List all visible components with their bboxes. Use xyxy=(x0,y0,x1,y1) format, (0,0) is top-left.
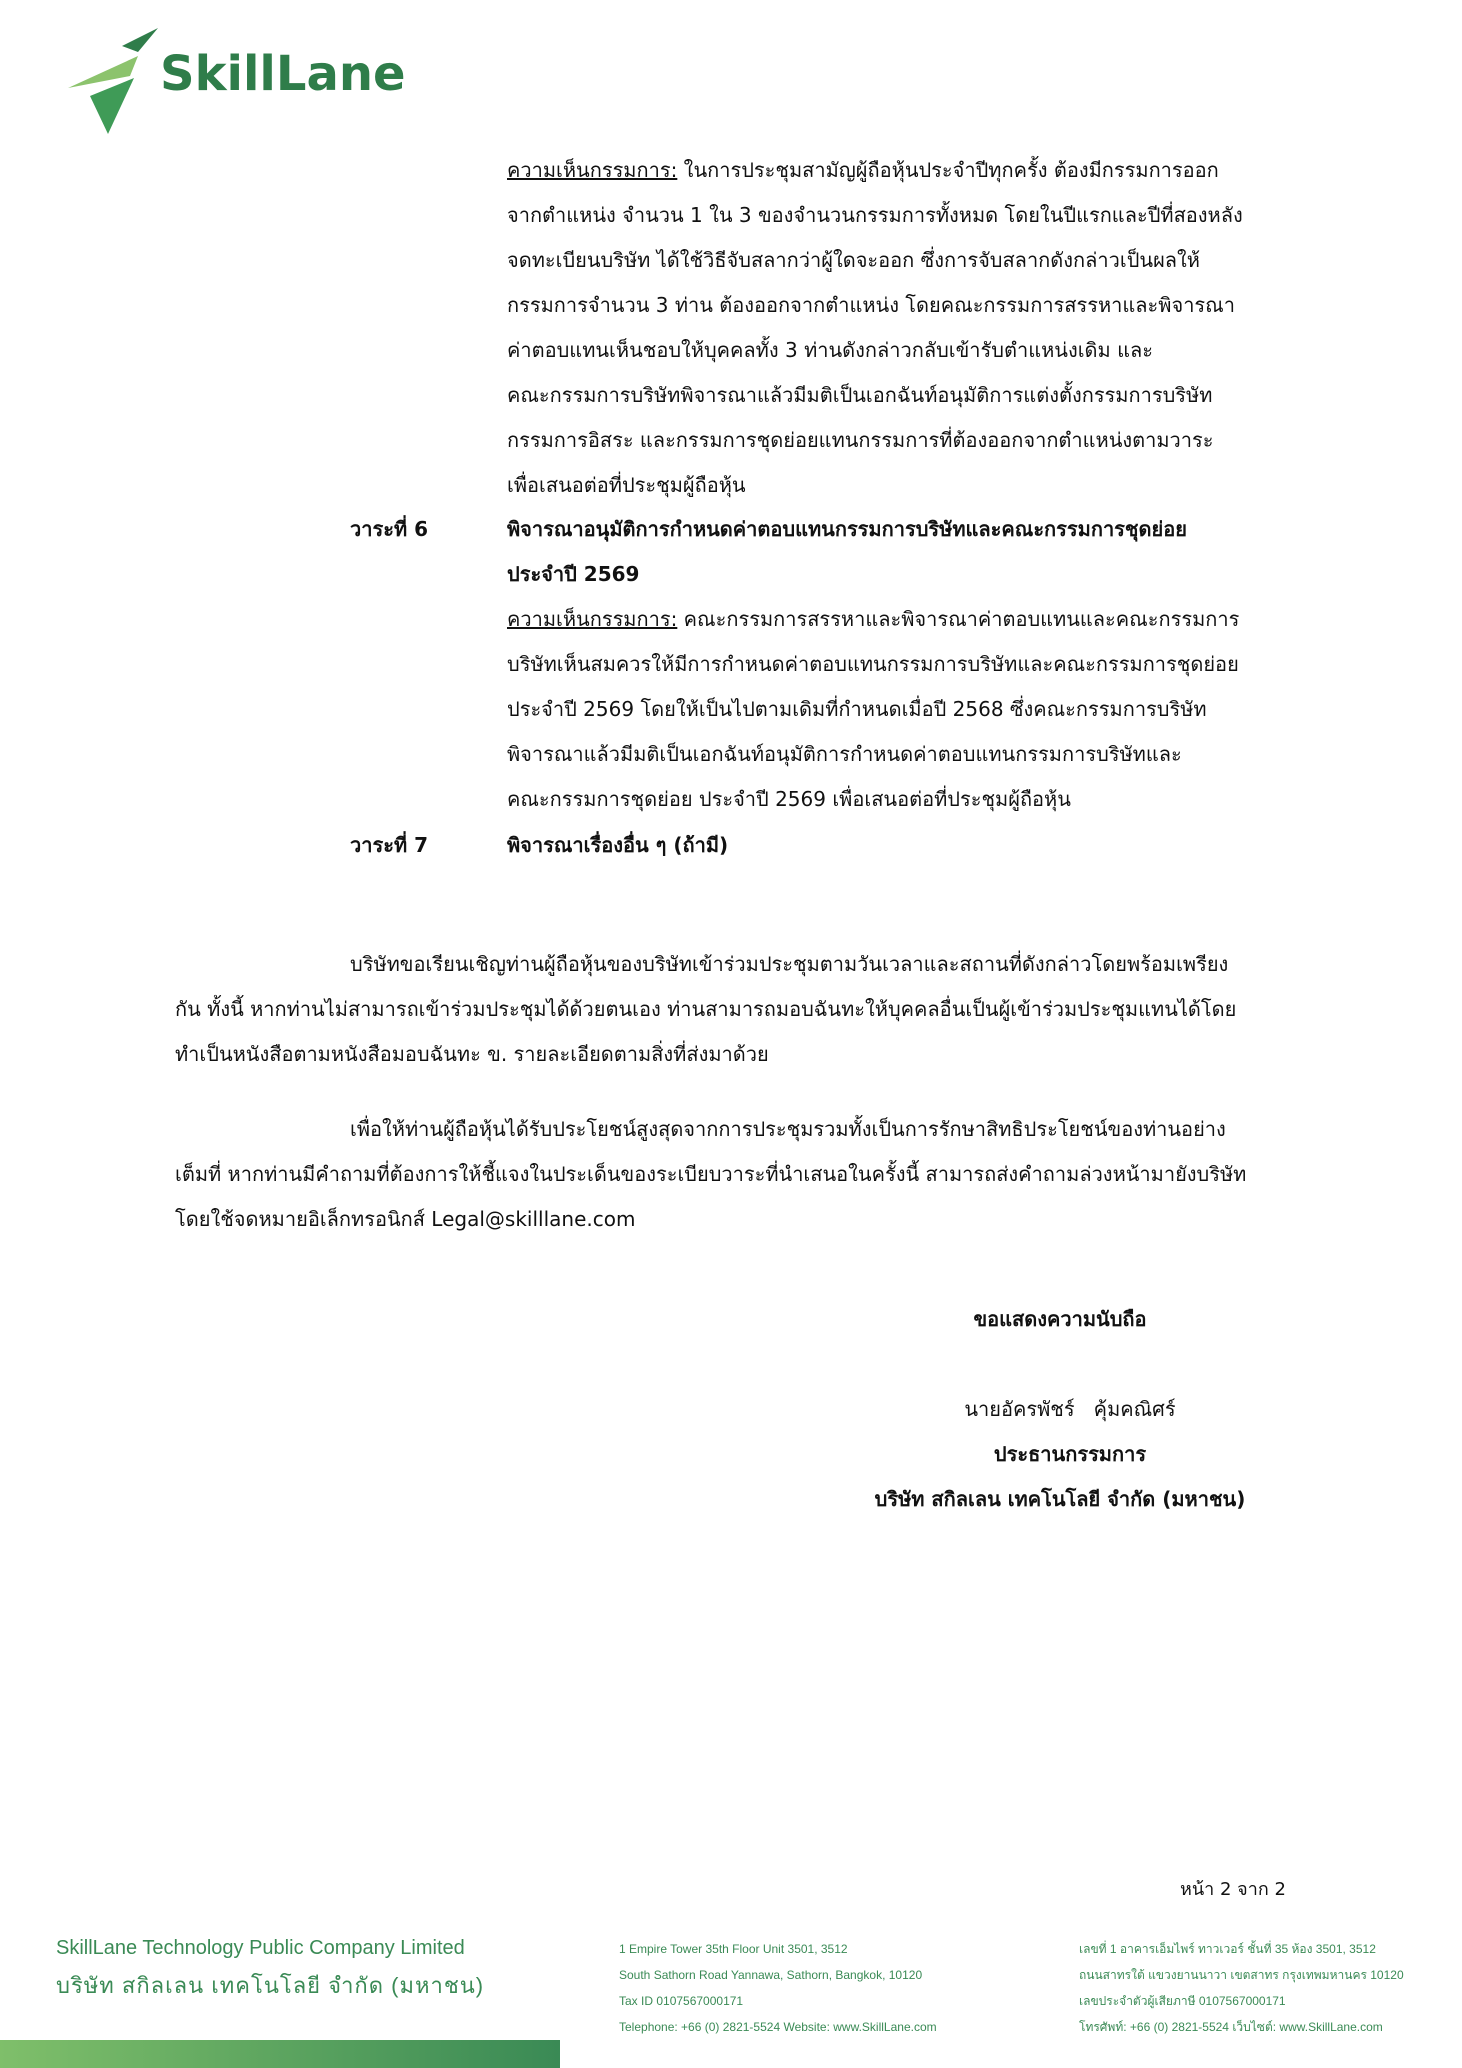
comment-line: จากตำแหน่ง จำนวน 1 ใน 3 ของจำนวนกรรมการทั้งหมด โดยในปีแรกและปีที่สองหลัง xyxy=(507,203,1243,227)
comment-line: คณะกรรมการบริษัทพิจารณาแล้วมีมติเป็นเอกฉันท์อนุมัติการแต่งตั้งกรรมการบริษัท xyxy=(507,383,1213,407)
closing-phrase: ขอแสดงความนับถือ xyxy=(973,1307,1147,1331)
invitation-paragraph xyxy=(175,942,1285,1077)
agenda-7-label: วาระที่ 7 xyxy=(350,833,429,857)
comment-line: ประจำปี 2569 โดยให้เป็นไปตามเดิมที่กำหนดเมื่อปี 2568 ซึ่งคณะกรรมการบริษัท xyxy=(507,697,1207,721)
comment-line: บริษัทเห็นสมควรให้มีการกำหนดค่าตอบแทนกรรมการบริษัทและคณะกรรมการชุดย่อย xyxy=(507,652,1239,676)
page-number: หน้า 2 จาก 2 xyxy=(1180,1879,1286,1900)
comment-line: เพื่อเสนอต่อที่ประชุมผู้ถือหุ้น xyxy=(507,473,746,497)
comment-label: ความเห็นกรรมการ: xyxy=(507,158,678,182)
questions-paragraph xyxy=(175,1107,1285,1242)
comment-line: ค่าตอบแทนเห็นชอบให้บุคคลทั้ง 3 ท่านดังกล่าวกลับเข้ารับตำแหน่งเดิม และ xyxy=(507,338,1153,362)
address-line: 1 Empire Tower 35th Floor Unit 3501, 3512 xyxy=(619,1942,848,1956)
comment-line: จดทะเบียนบริษัท ได้ใช้วิธีจับสลากว่าผู้ใดจะออก ซึ่งการจับสลากดังกล่าวเป็นผลให้ xyxy=(507,248,1200,272)
paragraph-line: บริษัทขอเรียนเชิญท่านผู้ถือหุ้นของบริษัทเข้าร่วมประชุมตามวันเวลาและสถานที่ดังกล่าวโดยพร้อมเพรียง xyxy=(350,952,1229,976)
comment-text: คณะกรรมการสรรหาและพิจารณาค่าตอบแทนและคณะกรรมการ xyxy=(683,607,1240,631)
comment-text: ในการประชุมสามัญผู้ถือหุ้นประจำปีทุกครั้ง ต้องมีกรรมการออก xyxy=(683,158,1219,182)
footer-company-th: บริษัท สกิลเลน เทคโนโลยี จำกัด (มหาชน) xyxy=(56,1973,485,1998)
title-line: พิจารณาอนุมัติการกำหนดค่าตอบแทนกรรมการบริษัทและคณะกรรมการชุดย่อย xyxy=(507,517,1187,541)
logo-wordmark: SkillLane xyxy=(160,46,406,102)
signatory-company: บริษัท สกิลเลน เทคโนโลยี จำกัด (มหาชน) xyxy=(874,1487,1246,1511)
address-line: South Sathorn Road Yannawa, Sathorn, Bangkok, 10120 xyxy=(619,1968,923,1982)
footer-accent-bar xyxy=(0,2040,560,2068)
address-line: Tax ID 0107567000171 xyxy=(619,1994,744,2008)
agenda-6-label: วาระที่ 6 xyxy=(350,517,429,541)
item6-comment xyxy=(507,597,1285,822)
agenda-6-title xyxy=(507,507,1285,597)
footer-company-en: SkillLane Technology Public Company Limited xyxy=(56,1937,465,1959)
address-line: โทรศัพท์: +66 (0) 2821-5524 เว็บไซต์: www.SkillLane.com xyxy=(1079,2020,1383,2034)
title-line: ประจำปี 2569 xyxy=(507,562,640,586)
address-line: เลขที่ 1 อาคารเอ็มไพร์ ทาวเวอร์ ชั้นที่ 35 ห้อง 3501, 3512 xyxy=(1079,1942,1376,1956)
address-line: ถนนสาทรใต้ แขวงยานนาวา เขตสาทร กรุงเทพมหานคร 10120 xyxy=(1079,1968,1404,1982)
paragraph-line: ทำเป็นหนังสือตามหนังสือมอบฉันทะ ข. รายละเอียดตามสิ่งที่ส่งมาด้วย xyxy=(175,1042,769,1066)
item5-comment xyxy=(507,148,1285,508)
paragraph-line: เพื่อให้ท่านผู้ถือหุ้นได้รับประโยชน์สูงสุดจากการประชุมรวมทั้งเป็นการรักษาสิทธิประโยชน์ของท่านอย่าง xyxy=(350,1117,1226,1141)
paragraph-line: เต็มที่ หากท่านมีคำถามที่ต้องการให้ชี้แจงในประเด็นของระเบียบวาระที่นำเสนอในครั้งนี้ สามารถส่งคำถามล่วงหน้ามายังบริษัท xyxy=(175,1162,1247,1186)
paragraph-line: กัน ทั้งนี้ หากท่านไม่สามารถเข้าร่วมประชุมได้ด้วยตนเอง ท่านสามารถมอบฉันทะให้บุคคลอื่นเป็นผู้เข้าร่วมประชุมแทนได้โดย xyxy=(175,997,1237,1021)
footer-address-en xyxy=(619,1936,937,2040)
footer-address-th xyxy=(1079,1936,1404,2040)
signatory-position: ประธานกรรมการ xyxy=(993,1442,1147,1466)
signatory-name: นายอัครพัชร์ คุ้มคณิศร์ xyxy=(964,1397,1176,1421)
comment-line: คณะกรรมการชุดย่อย ประจำปี 2569 เพื่อเสนอต่อที่ประชุมผู้ถือหุ้น xyxy=(507,787,1071,811)
comment-line: กรรมการอิสระ และกรรมการชุดย่อยแทนกรรมการที่ต้องออกจากตำแหน่งตามวาระ xyxy=(507,428,1214,452)
comment-line xyxy=(507,148,1285,193)
comment-line: พิจารณาแล้วมีมติเป็นเอกฉันท์อนุมัติการกำหนดค่าตอบแทนกรรมการบริษัทและ xyxy=(507,742,1182,766)
address-line: เลขประจำตัวผู้เสียภาษี 0107567000171 xyxy=(1079,1994,1286,2008)
comment-line: กรรมการจำนวน 3 ท่าน ต้องออกจากตำแหน่ง โดยคณะกรรมการสรรหาและพิจารณา xyxy=(507,293,1235,317)
comment-label: ความเห็นกรรมการ: xyxy=(507,607,678,631)
comment-line xyxy=(507,597,1285,642)
address-line: Telephone: +66 (0) 2821-5524 Website: www.SkillLane.com xyxy=(619,2020,937,2034)
paragraph-line: โดยใช้จดหมายอิเล็กทรอนิกส์ Legal@skilllane.com xyxy=(175,1207,636,1231)
agenda-7-title: พิจารณาเรื่องอื่น ๆ (ถ้ามี) xyxy=(507,833,729,857)
skilllane-swoosh-icon xyxy=(60,26,160,136)
